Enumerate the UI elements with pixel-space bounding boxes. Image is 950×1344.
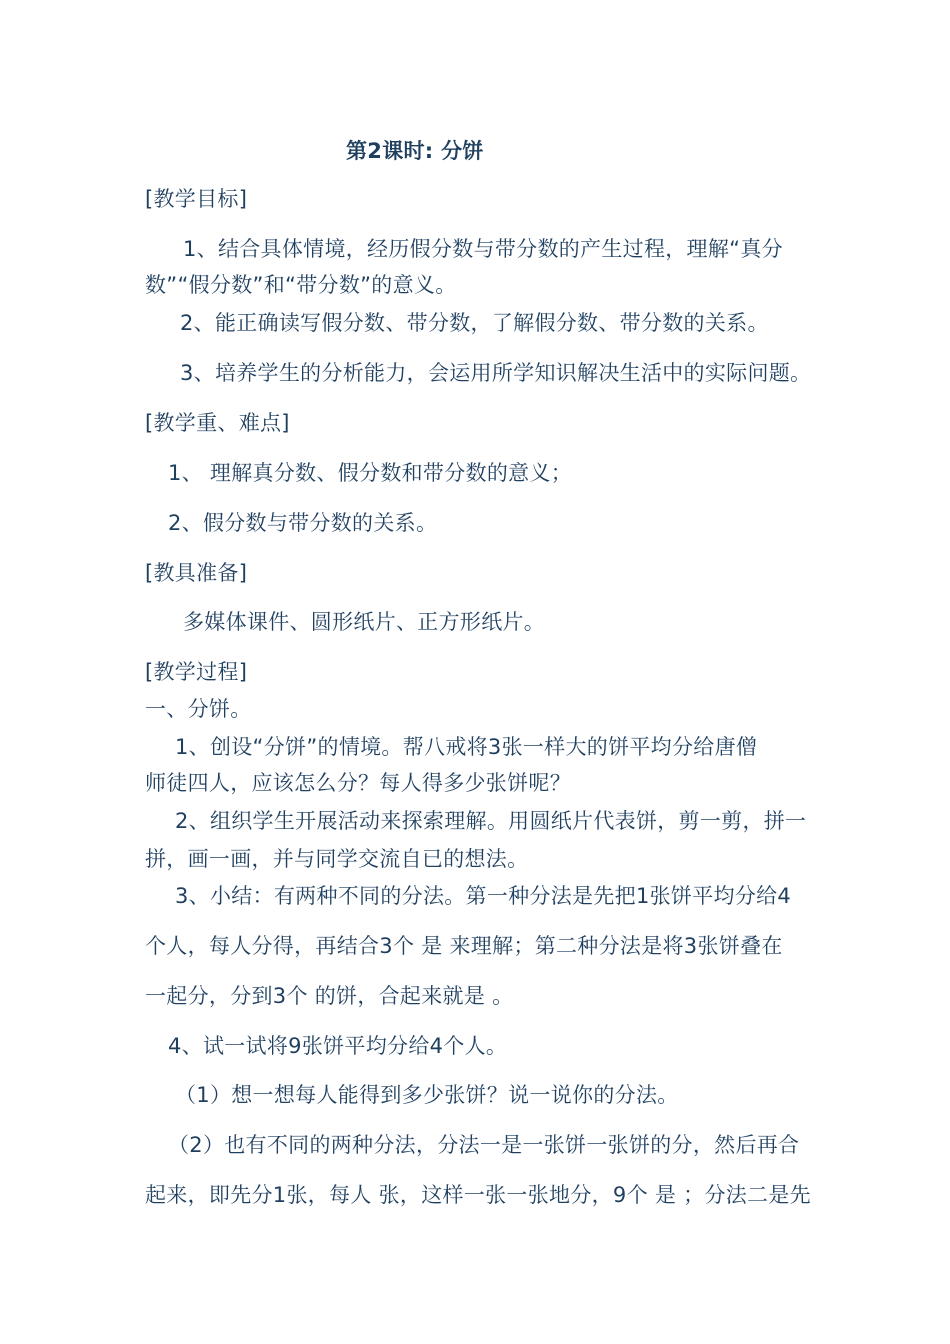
lesson-title: 第2课时: 分饼 (346, 139, 484, 163)
objective-line: 2、能正确读写假分数、带分数，了解假分数、带分数的关系。 (180, 311, 769, 335)
process-line: 拼，画一画，并与同学交流自已的想法。 (145, 847, 529, 871)
process-line: 4、试一试将9张饼平均分给4个人。 (168, 1034, 508, 1058)
process-line: 个人，每人分得，再结合3个 是 来理解；第二种分法是将3张饼叠在 (145, 934, 783, 958)
process-line: 一、分饼。 (145, 697, 252, 721)
key-point-line: 1、 理解真分数、假分数和带分数的意义； (168, 461, 573, 485)
objective-line: 1、结合具体情境，经历假分数与带分数的产生过程，理解“真分 (183, 237, 783, 261)
process-line: 3、小结：有两种不同的分法。第一种分法是先把1张饼平均分给4 (175, 884, 792, 908)
key-point-line: 2、假分数与带分数的关系。 (168, 511, 438, 535)
process-line: 起来，即先分1张，每人 张，这样一张一张地分，9个 是 ；分法二是先 (145, 1183, 811, 1207)
materials-heading: [教具准备] (145, 561, 248, 585)
objective-line: 3、培养学生的分析能力，会运用所学知识解决生活中的实际问题。 (180, 361, 812, 385)
process-heading: [教学过程] (145, 660, 248, 684)
materials-line: 多媒体课件、圆形纸片、正方形纸片。 (183, 610, 546, 634)
objective-line: 数”“假分数”和“带分数”的意义。 (145, 273, 457, 297)
process-line: （1）想一想每人能得到多少张饼？说一说你的分法。 (175, 1083, 679, 1107)
key-points-heading: [教学重、难点] (145, 411, 290, 435)
process-line: 2、组织学生开展活动来探索理解。用圆纸片代表饼，剪一剪，拼一 (175, 809, 807, 833)
objectives-heading: [教学目标] (145, 187, 248, 211)
process-line: （2）也有不同的两种分法，分法一是一张饼一张饼的分，然后再合 (168, 1133, 800, 1157)
process-line: 师徒四人，应该怎么分？每人得多少张饼呢？ (145, 771, 571, 795)
process-line: 一起分，分到3个 的饼，合起来就是 。 (145, 984, 514, 1008)
process-line: 1、创设“分饼”的情境。帮八戒将3张一样大的饼平均分给唐僧 (175, 735, 758, 759)
